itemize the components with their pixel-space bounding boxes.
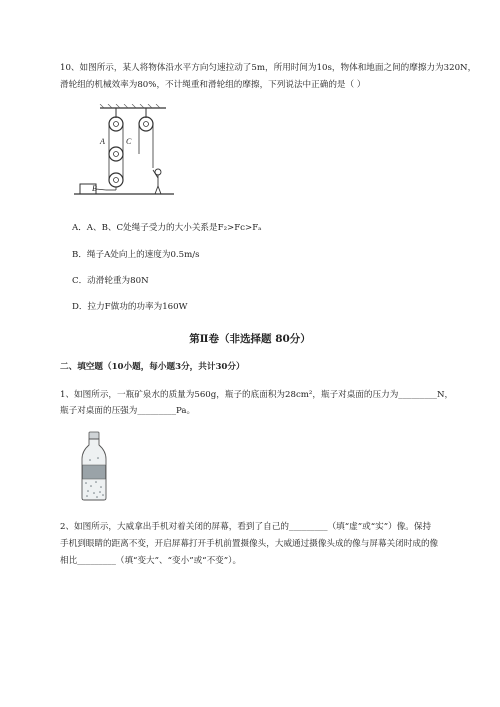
label-b: B (92, 184, 97, 193)
pulley-diagram (70, 104, 180, 200)
q2-text-line1: 2、如图所示，大威拿出手机对着关闭的屏幕，看到了自己的_________（填“虚”或“实”）像。保持 (60, 522, 432, 532)
q2-text-line2: 手机到眼睛的距离不变，开启屏幕打开手机前置摄像头，大威通过摄像头成的像与屏幕关闭时成的像 (60, 539, 439, 549)
q10-option-c: C．动滑轮重为80N (72, 276, 149, 286)
q10-text-line2: 滑轮组的机械效率为80%，不计绳重和滑轮组的摩擦，下列说法中正确的是（ ） (60, 80, 366, 90)
q1-text-line1: 1、如图所示，一瓶矿泉水的质量为560g，瓶子的底面积为28cm²，瓶子对桌面的压力为_________N， (60, 390, 454, 400)
q10-option-d: D．拉力F做功的功率为160W (72, 302, 188, 312)
q1-text-line2: 瓶子对桌面的压强为_________Pa。 (60, 406, 196, 416)
q10-option-b: B．绳子A处向上的速度为0.5m/s (72, 250, 200, 260)
q10-option-a: A．A、B、C处绳子受力的大小关系是F₂>Fᴄ>Fₐ (72, 223, 262, 233)
label-a: A (100, 137, 105, 146)
q10-text-line1: 10、如图所示，某人将物体沿水平方向匀速拉动了5m，所用时间为10s，物体和地面之间的摩擦力为320N， (60, 63, 477, 73)
label-c: C (126, 137, 132, 146)
part2-title: 第Ⅱ卷（非选择题 80分） (189, 333, 311, 345)
section-heading: 二、填空题（10小题，每小题3分，共计30分） (60, 362, 245, 372)
q2-text-line3: 相比_________（填“变大”、“变小”或“不变”）。 (60, 556, 242, 566)
water-bottle-image (78, 431, 110, 501)
